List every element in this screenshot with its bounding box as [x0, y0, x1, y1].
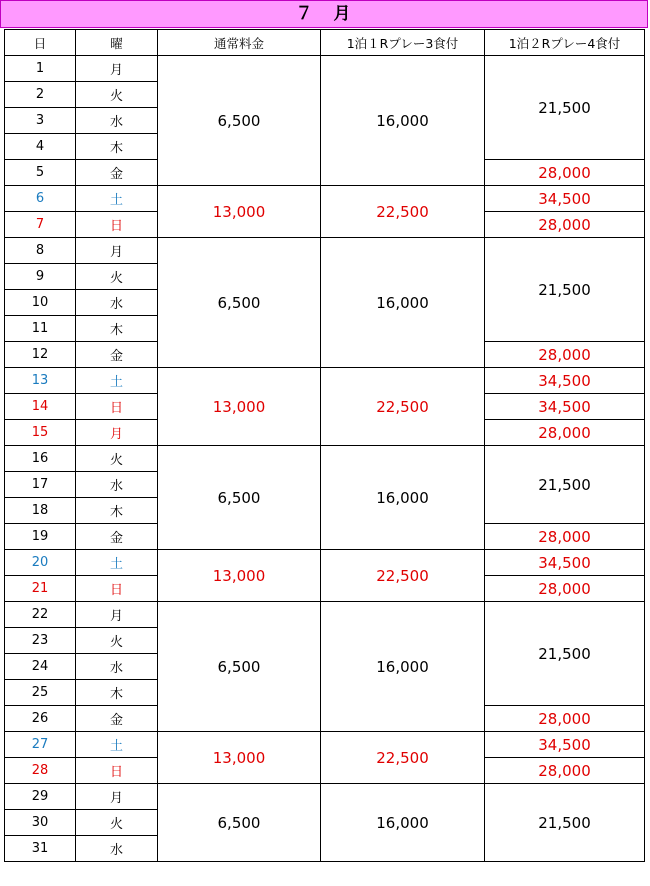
weekday-cell: 日: [76, 576, 158, 602]
plan-2r-cell: 28,000: [485, 160, 645, 186]
weekday-cell: 火: [76, 810, 158, 836]
weekday-cell: 木: [76, 316, 158, 342]
weekday-cell: 月: [76, 602, 158, 628]
weekday-cell: 水: [76, 290, 158, 316]
day-cell: 17: [5, 472, 76, 498]
plan-2r-cell: 34,500: [485, 394, 645, 420]
plan-1r-cell: 16,000: [321, 784, 485, 862]
weekday-cell: 日: [76, 212, 158, 238]
normal-price-cell: 13,000: [158, 186, 321, 238]
normal-price-cell: 6,500: [158, 56, 321, 186]
weekday-cell: 木: [76, 680, 158, 706]
weekday-cell: 火: [76, 446, 158, 472]
normal-price-cell: 6,500: [158, 602, 321, 732]
price-table: [4, 29, 645, 862]
weekday-cell: 火: [76, 628, 158, 654]
day-cell: 29: [5, 784, 76, 810]
weekday-cell: 日: [76, 758, 158, 784]
day-cell: 30: [5, 810, 76, 836]
weekday-cell: 水: [76, 836, 158, 862]
day-cell: 12: [5, 342, 76, 368]
day-cell: 1: [5, 56, 76, 82]
day-cell: 27: [5, 732, 76, 758]
normal-price-cell: 13,000: [158, 368, 321, 446]
day-cell: 10: [5, 290, 76, 316]
weekday-cell: 日: [76, 394, 158, 420]
weekday-cell: 土: [76, 550, 158, 576]
plan-2r-cell: 21,500: [485, 238, 645, 342]
day-cell: 4: [5, 134, 76, 160]
plan-2r-cell: 21,500: [485, 602, 645, 706]
day-cell: 3: [5, 108, 76, 134]
header-normal-price: 通常料金: [158, 30, 321, 56]
plan-1r-cell: 22,500: [321, 368, 485, 446]
plan-1r-cell: 16,000: [321, 238, 485, 368]
day-cell: 26: [5, 706, 76, 732]
weekday-cell: 土: [76, 186, 158, 212]
weekday-cell: 金: [76, 524, 158, 550]
plan-1r-cell: 16,000: [321, 56, 485, 186]
normal-price-cell: 6,500: [158, 446, 321, 550]
day-cell: 24: [5, 654, 76, 680]
table-row: [5, 602, 645, 628]
weekday-cell: 土: [76, 368, 158, 394]
plan-1r-cell: 22,500: [321, 732, 485, 784]
weekday-cell: 水: [76, 108, 158, 134]
table-row: [5, 446, 645, 472]
table-row: [5, 238, 645, 264]
header-plan-1r: 1泊１Rプレー3食付: [321, 30, 485, 56]
month-title: ７ 月: [0, 0, 648, 28]
plan-2r-cell: 28,000: [485, 212, 645, 238]
weekday-cell: 月: [76, 56, 158, 82]
day-cell: 5: [5, 160, 76, 186]
weekday-cell: 月: [76, 238, 158, 264]
plan-2r-cell: 21,500: [485, 446, 645, 524]
plan-2r-cell: 21,500: [485, 784, 645, 862]
plan-1r-cell: 16,000: [321, 602, 485, 732]
day-cell: 28: [5, 758, 76, 784]
normal-price-cell: 13,000: [158, 732, 321, 784]
day-cell: 22: [5, 602, 76, 628]
day-cell: 18: [5, 498, 76, 524]
weekday-cell: 火: [76, 82, 158, 108]
normal-price-cell: 6,500: [158, 238, 321, 368]
day-cell: 7: [5, 212, 76, 238]
day-cell: 14: [5, 394, 76, 420]
weekday-cell: 月: [76, 784, 158, 810]
header-weekday: 曜: [76, 30, 158, 56]
day-cell: 8: [5, 238, 76, 264]
day-cell: 13: [5, 368, 76, 394]
day-cell: 19: [5, 524, 76, 550]
plan-2r-cell: 21,500: [485, 56, 645, 160]
header-day: 日: [5, 30, 76, 56]
weekday-cell: 水: [76, 654, 158, 680]
day-cell: 16: [5, 446, 76, 472]
plan-2r-cell: 34,500: [485, 550, 645, 576]
weekday-cell: 水: [76, 472, 158, 498]
table-row: [5, 186, 645, 212]
table-row: [5, 368, 645, 394]
weekday-cell: 木: [76, 134, 158, 160]
day-cell: 20: [5, 550, 76, 576]
plan-2r-cell: 34,500: [485, 732, 645, 758]
table-row: [5, 550, 645, 576]
plan-1r-cell: 22,500: [321, 186, 485, 238]
day-cell: 23: [5, 628, 76, 654]
day-cell: 2: [5, 82, 76, 108]
normal-price-cell: 13,000: [158, 550, 321, 602]
plan-2r-cell: 28,000: [485, 706, 645, 732]
day-cell: 11: [5, 316, 76, 342]
plan-1r-cell: 16,000: [321, 446, 485, 550]
table-row: [5, 56, 645, 82]
plan-1r-cell: 22,500: [321, 550, 485, 602]
plan-2r-cell: 34,500: [485, 368, 645, 394]
day-cell: 9: [5, 264, 76, 290]
plan-2r-cell: 28,000: [485, 420, 645, 446]
normal-price-cell: 6,500: [158, 784, 321, 862]
table-row: [5, 732, 645, 758]
day-cell: 25: [5, 680, 76, 706]
day-cell: 21: [5, 576, 76, 602]
header-plan-2r: 1泊２Rプレー4食付: [485, 30, 645, 56]
day-cell: 31: [5, 836, 76, 862]
weekday-cell: 金: [76, 160, 158, 186]
plan-2r-cell: 34,500: [485, 186, 645, 212]
weekday-cell: 木: [76, 498, 158, 524]
day-cell: 15: [5, 420, 76, 446]
table-row: [5, 784, 645, 810]
plan-2r-cell: 28,000: [485, 758, 645, 784]
header-row: [5, 30, 645, 56]
plan-2r-cell: 28,000: [485, 342, 645, 368]
weekday-cell: 火: [76, 264, 158, 290]
weekday-cell: 月: [76, 420, 158, 446]
weekday-cell: 金: [76, 706, 158, 732]
plan-2r-cell: 28,000: [485, 524, 645, 550]
weekday-cell: 土: [76, 732, 158, 758]
day-cell: 6: [5, 186, 76, 212]
weekday-cell: 金: [76, 342, 158, 368]
plan-2r-cell: 28,000: [485, 576, 645, 602]
